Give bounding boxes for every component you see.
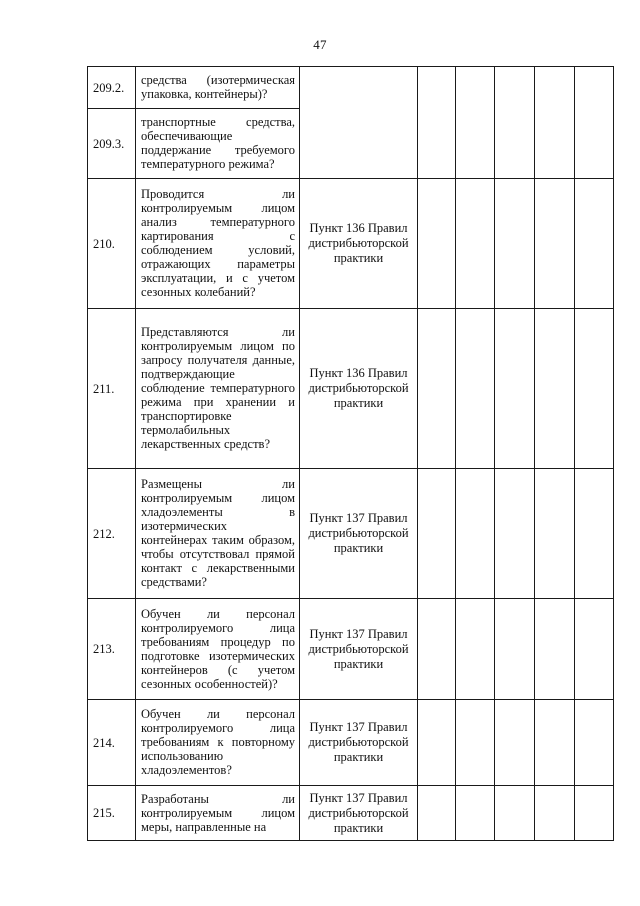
answer-cell-no[interactable] — [456, 309, 495, 469]
question-text: Обучен ли персонал контролируемого лица требованиям процедур по подготовке изотермических контейнеров (с учетом сезонных особенностей)? — [141, 606, 295, 691]
question-text: Представляются ли контролируемым лицом по запросу получателя данные, подтверждающие соблюдение температурного режима при хранении и транспортировке термолабильных лекарственных средств? — [141, 325, 295, 451]
answer-cell-yes[interactable] — [418, 599, 456, 700]
row-number: 215. — [88, 786, 136, 841]
row-number: 212. — [88, 469, 136, 599]
question-text: транспортные средства, обеспечивающие поддержание требуемого температурного режима? — [141, 115, 295, 171]
table-row — [88, 786, 614, 841]
reference-cell — [300, 67, 418, 179]
row-number: 214. — [88, 700, 136, 786]
question-text: Проводится ли контролируемым лицом анализ температурного картирования с соблюдением условий, отражающих параметры эксплуатации, и с учетом сезонных колебаний? — [141, 187, 295, 299]
reference-cell — [300, 700, 418, 786]
question-cell — [136, 786, 300, 841]
row-number: 209.2. — [88, 67, 136, 109]
answer-cell-extra[interactable] — [535, 469, 575, 599]
question-text: Разработаны ли контролируемым лицом меры, направленные на — [141, 791, 295, 834]
row-number: 213. — [88, 599, 136, 700]
table-row — [88, 700, 614, 786]
reference-text: Пункт 136 Правил дистрибьюторской практики — [308, 221, 409, 265]
table-row — [88, 67, 614, 109]
reference-cell — [300, 179, 418, 309]
table-row — [88, 309, 614, 469]
answer-cell-na[interactable] — [495, 786, 535, 841]
answer-cell-na[interactable] — [495, 179, 535, 309]
question-cell — [136, 67, 300, 109]
reference-text: Пункт 137 Правил дистрибьюторской практики — [308, 511, 409, 555]
answer-cell-comment[interactable] — [575, 179, 614, 309]
question-text: средства (изотермическая упаковка, контейнеры)? — [141, 73, 295, 101]
table-row — [88, 469, 614, 599]
answer-cell-na[interactable] — [495, 309, 535, 469]
answer-cell-comment[interactable] — [575, 599, 614, 700]
reference-text: Пункт 137 Правил дистрибьюторской практики — [308, 790, 409, 835]
reference-cell — [300, 309, 418, 469]
answer-cell-na[interactable] — [495, 469, 535, 599]
row-number: 211. — [88, 309, 136, 469]
answer-cell-no[interactable] — [456, 786, 495, 841]
reference-cell — [300, 469, 418, 599]
answer-cell-yes[interactable] — [418, 700, 456, 786]
answer-cell-comment[interactable] — [575, 786, 614, 841]
answer-cell-na[interactable] — [495, 599, 535, 700]
answer-cell-yes[interactable] — [418, 67, 456, 179]
question-cell — [136, 179, 300, 309]
question-cell — [136, 599, 300, 700]
table-row — [88, 599, 614, 700]
answer-cell-na[interactable] — [495, 67, 535, 179]
question-cell — [136, 700, 300, 786]
answer-cell-extra[interactable] — [535, 309, 575, 469]
answer-cell-extra[interactable] — [535, 700, 575, 786]
answer-cell-comment[interactable] — [575, 309, 614, 469]
table-row — [88, 179, 614, 309]
question-cell — [136, 469, 300, 599]
question-cell — [136, 309, 300, 469]
answer-cell-no[interactable] — [456, 469, 495, 599]
row-number: 209.3. — [88, 109, 136, 179]
answer-cell-na[interactable] — [495, 700, 535, 786]
answer-cell-no[interactable] — [456, 599, 495, 700]
answer-cell-extra[interactable] — [535, 599, 575, 700]
question-cell — [136, 109, 300, 179]
question-text: Обучен ли персонал контролируемого лица требованиям к повторному использованию хладоэлементов? — [141, 707, 295, 777]
answer-cell-no[interactable] — [456, 700, 495, 786]
answer-cell-yes[interactable] — [418, 786, 456, 841]
answer-cell-yes[interactable] — [418, 309, 456, 469]
answer-cell-yes[interactable] — [418, 469, 456, 599]
answer-cell-comment[interactable] — [575, 67, 614, 179]
reference-cell — [300, 786, 418, 841]
question-text: Размещены ли контролируемым лицом хладоэлементы в изотермических контейнерах таким образом, чтобы отсутствовал прямой контакт с лекарственными средствами? — [141, 477, 295, 589]
answer-cell-yes[interactable] — [418, 179, 456, 309]
answer-cell-extra[interactable] — [535, 786, 575, 841]
reference-cell — [300, 599, 418, 700]
answer-cell-comment[interactable] — [575, 469, 614, 599]
row-number: 210. — [88, 179, 136, 309]
page-number: 47 — [313, 37, 327, 52]
answer-cell-no[interactable] — [456, 179, 495, 309]
answer-cell-extra[interactable] — [535, 179, 575, 309]
checklist-table — [87, 66, 614, 841]
reference-text: Пункт 137 Правил дистрибьюторской практики — [308, 720, 409, 764]
answer-cell-extra[interactable] — [535, 67, 575, 179]
answer-cell-no[interactable] — [456, 67, 495, 179]
reference-text: Пункт 136 Правил дистрибьюторской практики — [308, 366, 409, 410]
answer-cell-comment[interactable] — [575, 700, 614, 786]
reference-text: Пункт 137 Правил дистрибьюторской практики — [308, 626, 409, 671]
